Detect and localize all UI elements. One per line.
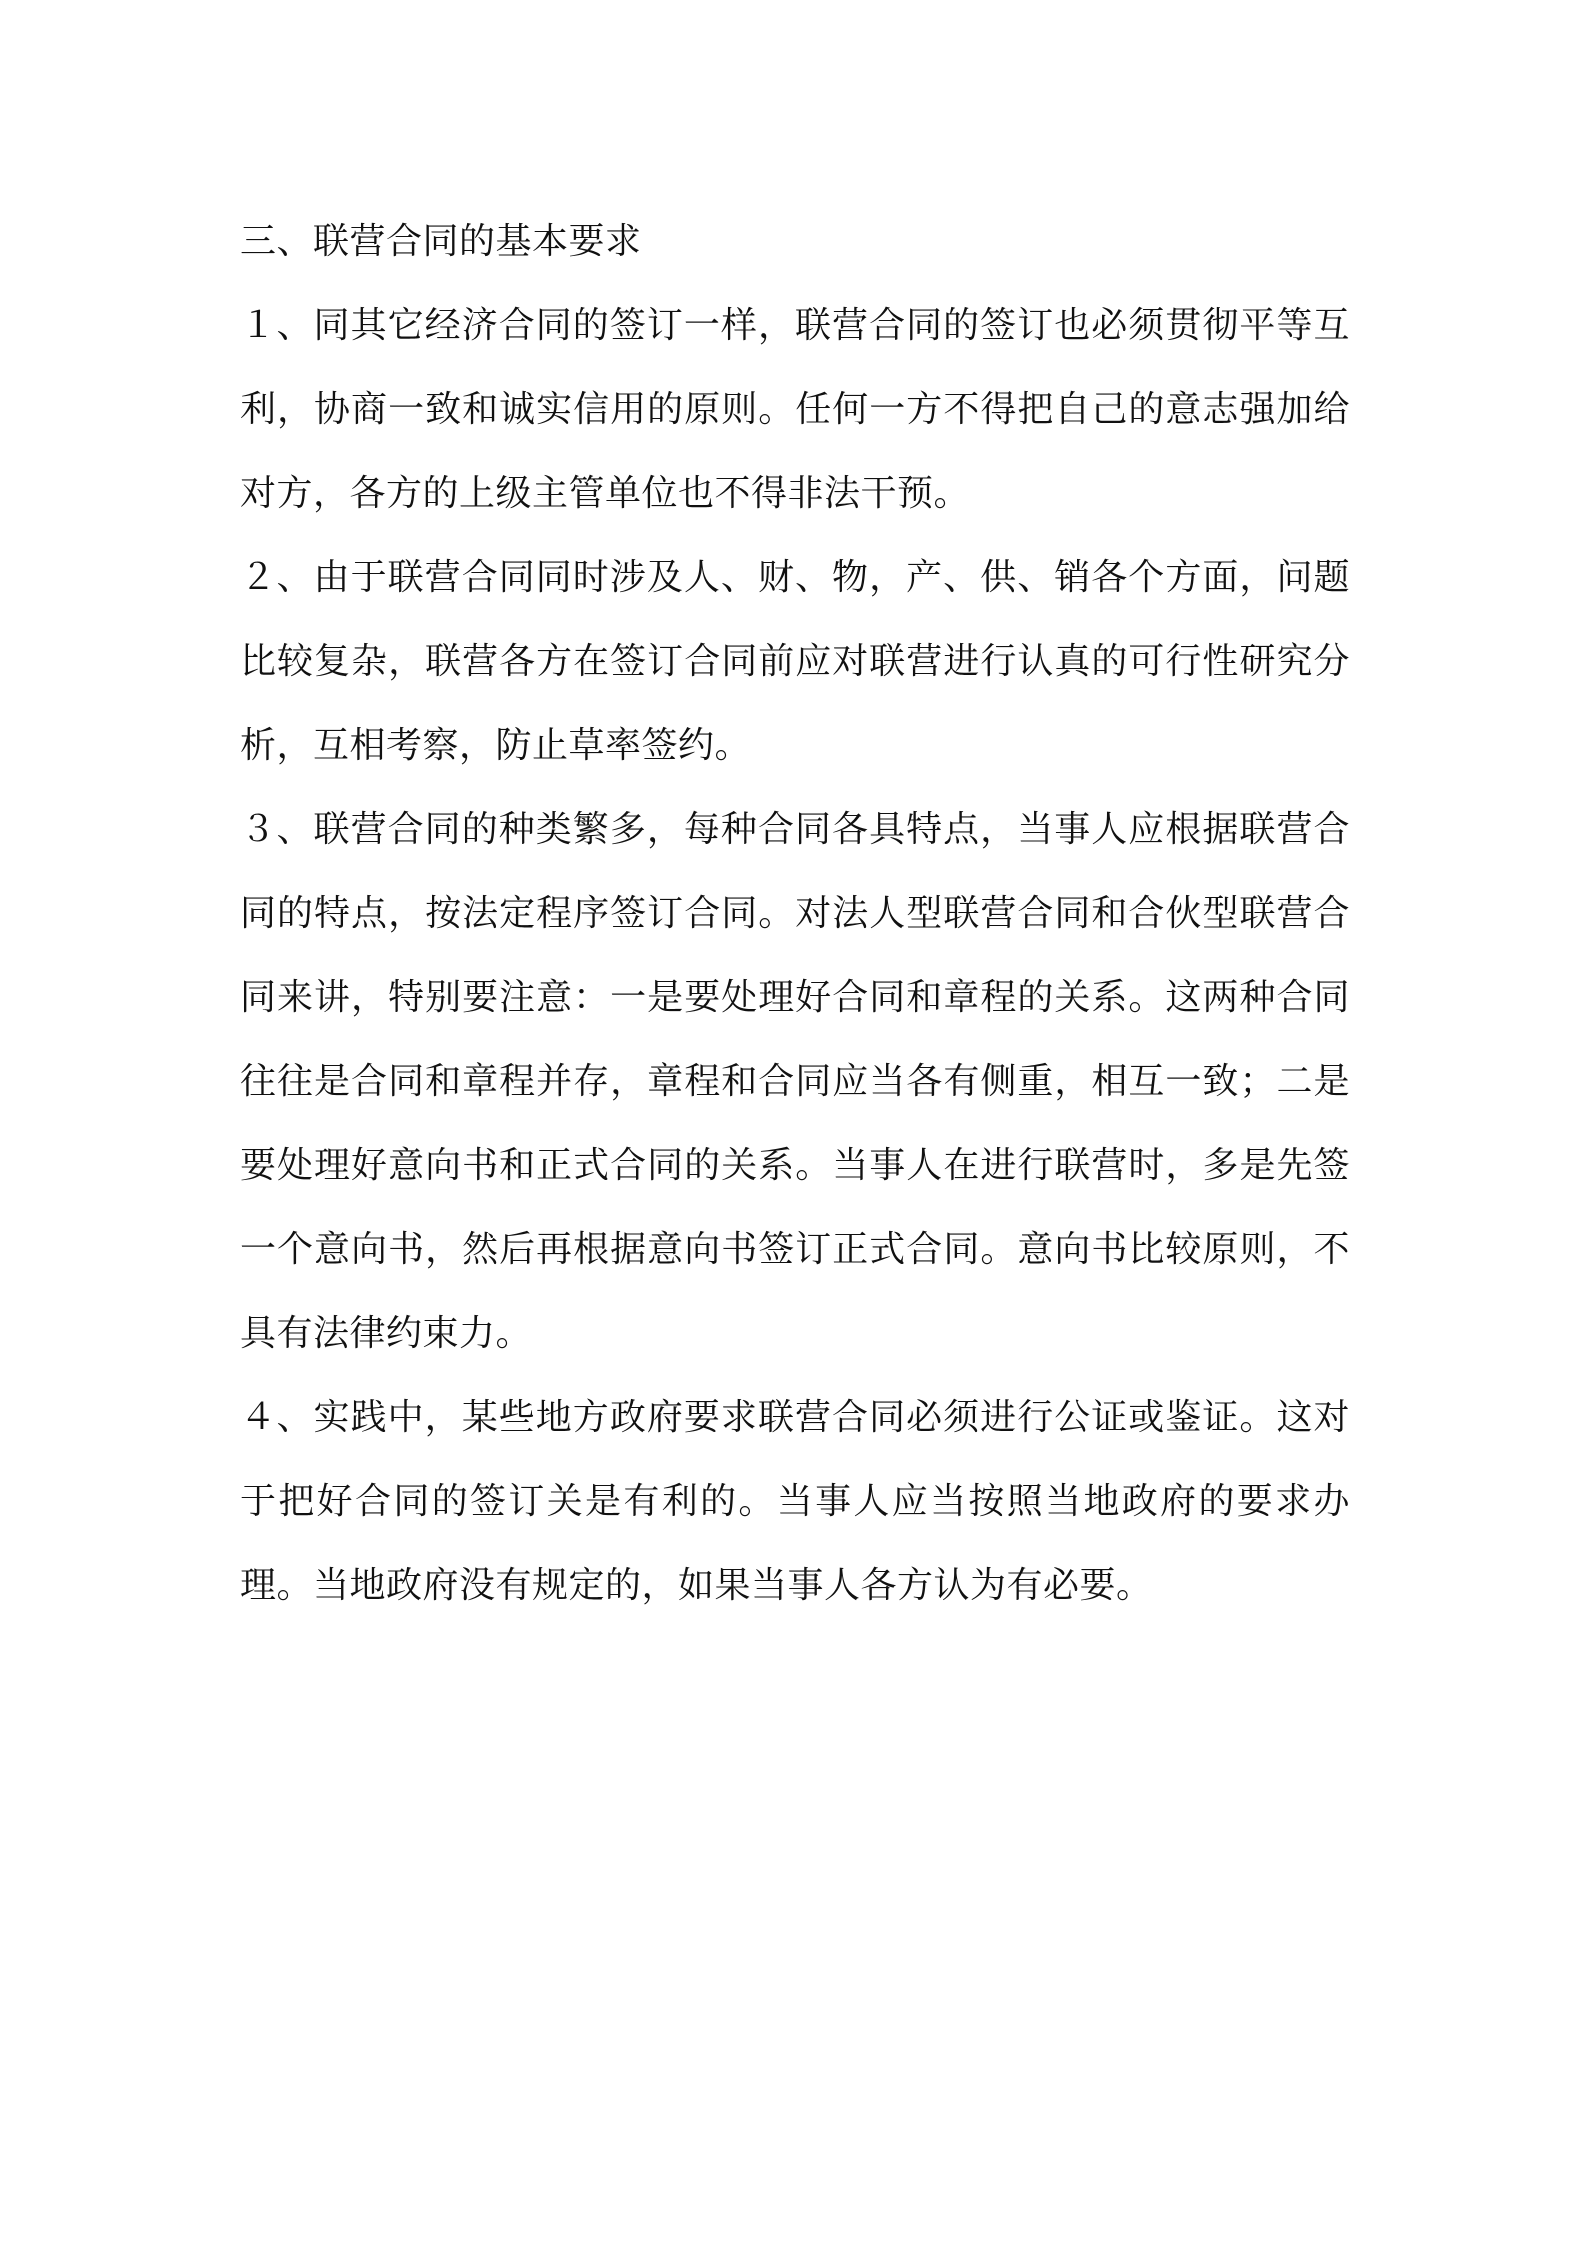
section-heading: 三、联营合同的基本要求 — [240, 221, 642, 262]
paragraph-4 — [240, 1376, 1350, 1628]
paragraph-text: 由于联营合同同时涉及人、财、物，产、供、销各个方面，问题比较复杂，联营各方在签订合同前应对联营进行认真的可行性研究分析，互相考察，防止草率签约。 — [240, 557, 1350, 766]
paragraph-text: 实践中，某些地方政府要求联营合同必须进行公证或鉴证。这对于把好合同的签订关是有利的。当事人应当按照当地政府的要求办理。当地政府没有规定的，如果当事人各方认为有必要。 — [240, 1397, 1350, 1606]
paragraph-number: ２、 — [240, 557, 314, 598]
paragraph-2 — [240, 536, 1350, 788]
paragraph-1 — [240, 284, 1350, 536]
paragraph-text: 同其它经济合同的签订一样，联营合同的签订也必须贯彻平等互利，协商一致和诚实信用的原则。任何一方不得把自己的意志强加给对方，各方的上级主管单位也不得非法干预。 — [240, 305, 1350, 514]
paragraph-number: ３、 — [240, 809, 314, 850]
paragraph-number: ４、 — [240, 1397, 314, 1438]
paragraph-text: 联营合同的种类繁多，每种合同各具特点，当事人应根据联营合同的特点，按法定程序签订合同。对法人型联营合同和合伙型联营合同来讲，特别要注意：一是要处理好合同和章程的关系。这两种合同往往是合同和章程并存，章程和合同应当各有侧重，相互一致；二是要处理好意向书和正式合同的关系。当事人在进行联营时，多是先签一个意向书，然后再根据意向书签订正式合同。意向书比较原则，不具有法律约束力。 — [240, 809, 1350, 1354]
document-body — [240, 200, 1350, 1628]
paragraph-number: １、 — [240, 305, 314, 346]
paragraph-3 — [240, 788, 1350, 1376]
